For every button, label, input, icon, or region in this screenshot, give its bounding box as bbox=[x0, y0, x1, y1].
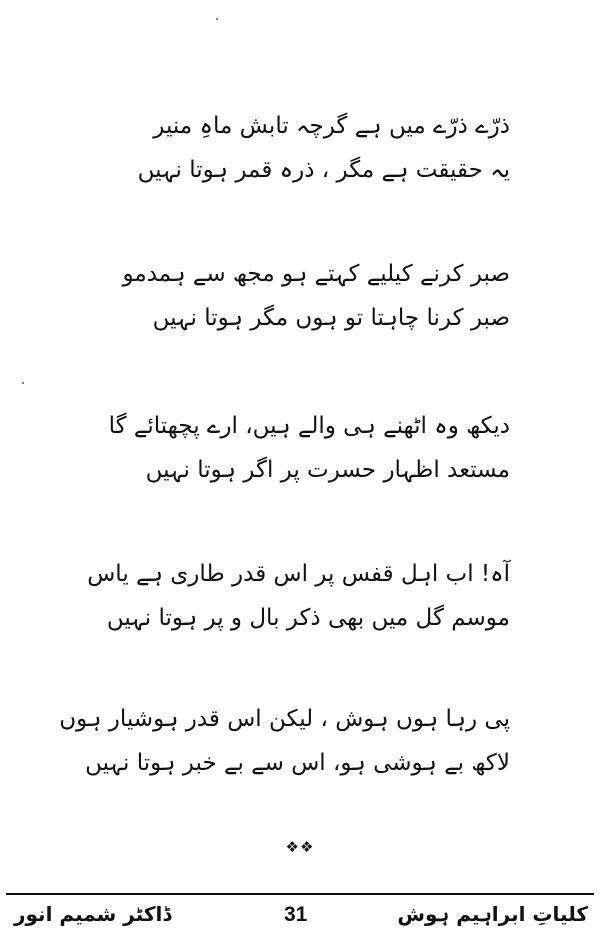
couplet-1 bbox=[110, 104, 510, 192]
verse-line: صبر کرنے کیلیے کہتے ہو مجھ سے ہمدمو bbox=[122, 261, 510, 287]
couplet-4 bbox=[87, 552, 510, 640]
verse-line: موسم گل میں بھی ذکر بال و پر ہوتا نہیں bbox=[106, 605, 510, 631]
paper-speck bbox=[22, 382, 24, 384]
footer-rule bbox=[6, 893, 594, 895]
verse-line: ذرّے ذرّے میں ہے گرچہ تابش ماہِ منیر bbox=[153, 113, 510, 139]
page-number: 31 bbox=[284, 903, 308, 926]
couplet-5 bbox=[59, 697, 510, 785]
verse-line: آہ! اب اہل قفس پر اس قدر طاری ہے یاس bbox=[87, 561, 510, 587]
verse-line: یہ حقیقت ہے مگر ، ذرہ قمر ہوتا نہیں bbox=[137, 157, 510, 183]
section-ornament-icon: ❖❖ bbox=[285, 838, 315, 856]
verse-line: دیکھ وہ اٹھنے ہی والے ہیں، ارے پچھتائے گا bbox=[108, 413, 510, 439]
verse-line: پی رہا ہوں ہوش ، لیکن اس قدر ہوشیار ہوں bbox=[59, 706, 510, 732]
footer-book-title: کلیاتِ ابراہیم ہوش bbox=[397, 902, 588, 926]
verse-line: لاکھ بے ہوشی ہو، اس سے بے خبر ہوتا نہیں bbox=[85, 750, 510, 776]
paper-speck bbox=[216, 18, 218, 20]
footer-editor-name: ڈاکٹر شمیم انور bbox=[14, 902, 172, 926]
couplet-3 bbox=[110, 404, 510, 492]
verse-line: صبر کرنا چاہتا تو ہوں مگر ہوتا نہیں bbox=[152, 305, 510, 331]
couplet-2 bbox=[110, 252, 510, 340]
verse-line: مستعد اظہار حسرت پر اگر ہوتا نہیں bbox=[145, 457, 510, 483]
